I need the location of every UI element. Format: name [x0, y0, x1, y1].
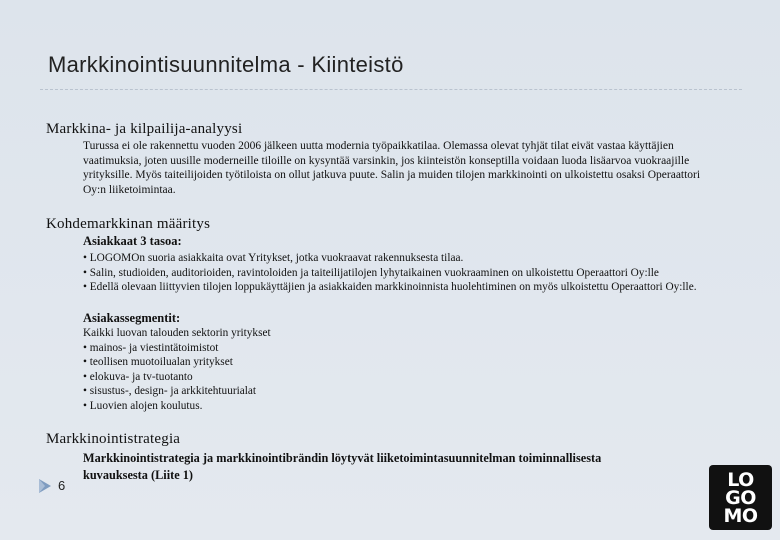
strategy-line: Markkinointistrategia ja markkinointibrändin löytyvät liiketoimintasuunnitelman toiminnallisesta: [83, 451, 602, 465]
list-item: • elokuva- ja tv-tuotanto: [83, 370, 193, 383]
market-analysis-line: Turussa ei ole rakennettu vuoden 2006 jälkeen uutta modernia työpaikkatilaa. Olemassa olevat tyhjät tilat eivät vastaa käyttäjien: [83, 140, 674, 152]
slide-arrow-icon: [38, 478, 52, 494]
page-number: 6: [58, 478, 66, 493]
list-item: Kaikki luovan talouden sektorin yritykset: [83, 327, 271, 339]
title-divider: [40, 89, 742, 90]
list-item: • teollisen muotoilualan yritykset: [83, 356, 233, 369]
marketing-strategy-heading: Markkinointistrategia: [46, 431, 181, 447]
list-item: • Edellä olevaan liittyvien tilojen loppukäyttäjien ja asiakkaiden markkinoinnista huolehtiminen on myös ulkoistettu Operaattori Oy:lle.: [83, 281, 697, 294]
logo-text: GO: [725, 486, 756, 509]
market-analysis-line: vaatimuksia, joten uusille moderneille tiloille on kysyntää varsinkin, jos kiinteistön konseptilla voidaan luoda lisäarvoa vuokraajille: [83, 154, 690, 167]
target-market-heading: Kohdemarkkinan määritys: [46, 216, 211, 232]
list-item: • LOGOMOn suoria asiakkaita ovat Yritykset, jotka vuokraavat rakennuksesta tilaa.: [83, 252, 464, 264]
logo-text: MO: [723, 504, 758, 527]
market-analysis-heading: Markkina- ja kilpailija-analyysi: [46, 121, 243, 137]
list-item: • sisustus-, design- ja arkkitehtuurialat: [83, 385, 257, 398]
customers-list: [83, 251, 697, 295]
list-item: • Luovien alojen koulutus.: [83, 399, 203, 412]
list-item: • Salin, studioiden, auditorioiden, ravintoloiden ja taiteilijatilojen lyhytaikainen vuokraaminen on ulkoistettu Operaattori Oy:lle: [83, 266, 659, 279]
segments-list: [83, 326, 271, 414]
market-analysis-line: Oy:n liiketoimintaa.: [83, 183, 176, 196]
slide-title: Markkinointisuunnitelma - Kiinteistö: [48, 52, 404, 77]
list-item: • mainos- ja viestintätoimistot: [83, 341, 219, 354]
segments-subheading: Asiakassegmentit:: [83, 311, 181, 325]
market-analysis-paragraph: [83, 139, 700, 197]
strategy-line: kuvauksesta (Liite 1): [83, 468, 193, 482]
marketing-strategy-text: [83, 450, 601, 484]
logo-text: LO: [727, 468, 754, 491]
logomo-logo: [709, 465, 772, 530]
customers-subheading: Asiakkaat 3 tasoa:: [83, 234, 182, 248]
market-analysis-line: yrityksille. Myös taiteilijoiden työtiloista on ollut jatkuva puute. Salin ja muiden tilojen markkinointi on ulkoistettu osaksi Operaattori: [83, 169, 701, 182]
